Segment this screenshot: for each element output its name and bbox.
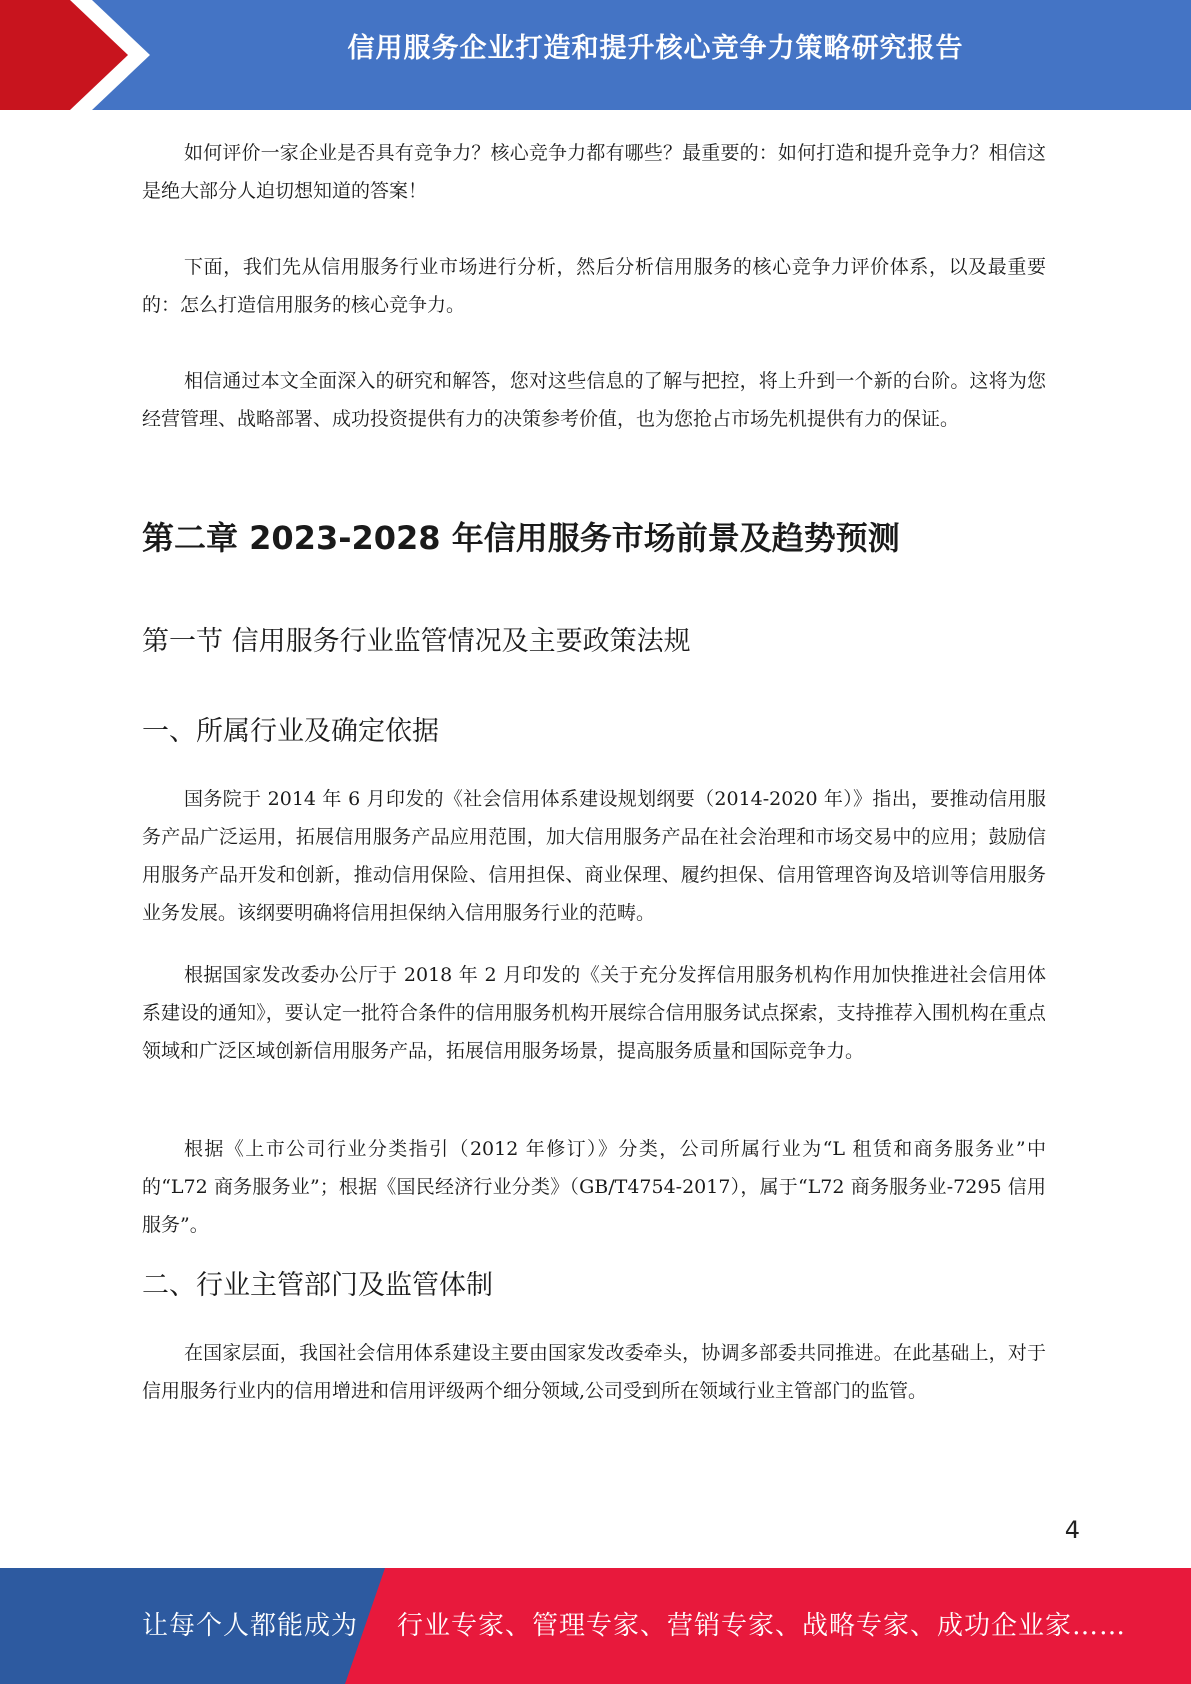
page-number: 4: [1064, 1516, 1080, 1544]
header-banner: [0, 0, 1191, 110]
subsection-1-paragraph-3: 根据《上市公司行业分类指引（2012 年修订）》分类，公司所属行业为“L 租赁和商务服务业”中的“L72 商务服务业”；根据《国民经济行业分类》（GB/T4754-2017），属于“L72 商务服务业-7295 信用服务”。: [142, 1138, 1046, 1236]
subsection-1-paragraph-1: 国务院于 2014 年 6 月印发的《社会信用体系建设规划纲要（2014-2020 年）》指出，要推动信用服务产品广泛运用，拓展信用服务产品应用范围，加大信用服务产品在社会治理和市场交易中的应用；鼓励信用服务产品开发和创新，推动信用保险、信用担保、商业保理、履约担保、信用管理咨询及培训等信用服务业务发展。该纲要明确将信用担保纳入信用服务行业的范畴。: [142, 788, 1046, 924]
footer-slogan-right: 行业专家、管理专家、营销专家、战略专家、成功企业家……: [397, 1611, 1127, 1641]
subsection-2-paragraph-1: 在国家层面，我国社会信用体系建设主要由国家发改委牵头，协调多部委共同推进。在此基础上，对于信用服务行业内的信用增进和信用评级两个细分领域,公司受到所在领域行业主管部门的监管。: [142, 1342, 1046, 1402]
chapter-heading: 第二章 2023-2028 年信用服务市场前景及趋势预测: [142, 519, 900, 557]
subsection-heading-1: 一、所属行业及确定依据: [142, 716, 439, 747]
footer-slogan-left: 让每个人都能成为: [142, 1611, 359, 1641]
intro-paragraph-1: 如何评价一家企业是否具有竞争力？核心竞争力都有哪些？最重要的：如何打造和提升竞争力？相信这是绝大部分人迫切想知道的答案！: [142, 142, 1046, 202]
subsection-1-paragraph-2: 根据国家发改委办公厅于 2018 年 2 月印发的《关于充分发挥信用服务机构作用加快推进社会信用体系建设的通知》，要认定一批符合条件的信用服务机构开展综合信用服务试点探索，支持推荐入围机构在重点领域和广泛区域创新信用服务产品，拓展信用服务场景，提高服务质量和国际竞争力。: [142, 964, 1046, 1062]
intro-paragraph-2: 下面，我们先从信用服务行业市场进行分析，然后分析信用服务的核心竞争力评价体系，以及最重要的：怎么打造信用服务的核心竞争力。: [142, 256, 1046, 316]
section-heading: 第一节 信用服务行业监管情况及主要政策法规: [142, 626, 691, 657]
intro-paragraph-3: 相信通过本文全面深入的研究和解答，您对这些信息的了解与把控，将上升到一个新的台阶。这将为您经营管理、战略部署、成功投资提供有力的决策参考价值，也为您抢占市场先机提供有力的保证。: [142, 370, 1046, 430]
subsection-heading-2: 二、行业主管部门及监管体制: [142, 1270, 493, 1301]
document-title: 信用服务企业打造和提升核心竞争力策略研究报告: [347, 33, 964, 64]
footer-banner: [0, 1568, 1191, 1684]
